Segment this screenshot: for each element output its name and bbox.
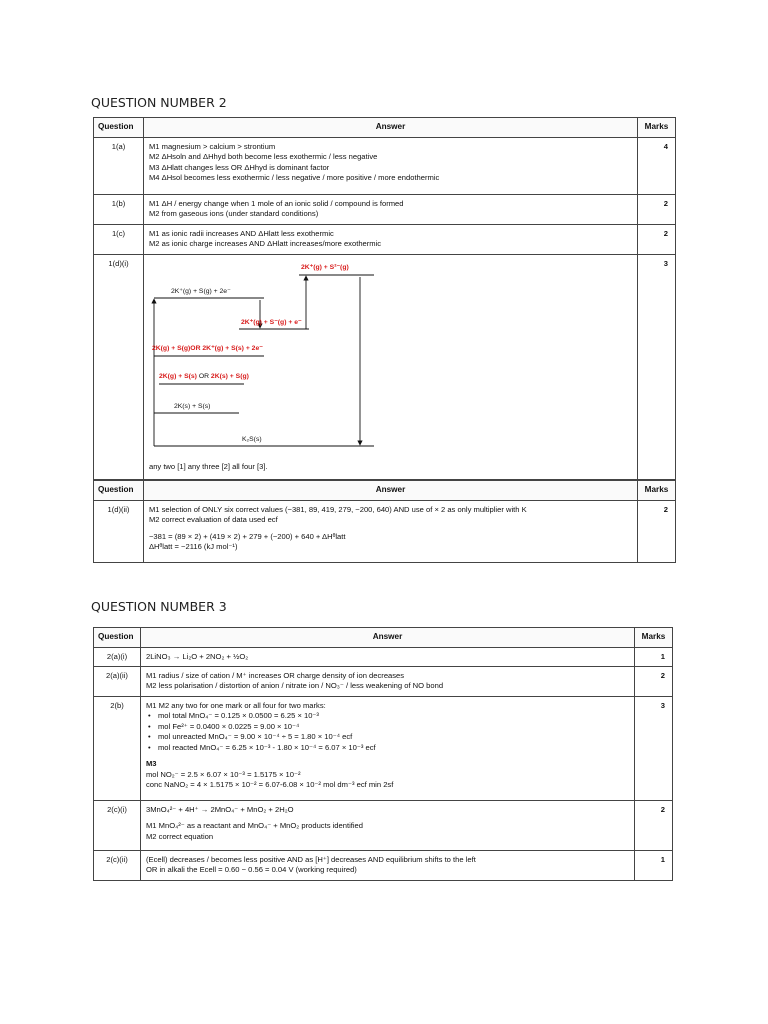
answer-line: M3 (145, 759, 157, 768)
marks-value: 4 (638, 137, 676, 194)
label-top: 2K⁺(g) + S²⁻(g) (300, 263, 349, 271)
answer-line: M1 MnO₄²⁻ as a reactant and MnO₄⁻ + MnO₂ products identified (145, 821, 363, 830)
marks-value: 1 (635, 850, 673, 880)
answer-line: M2 correct equation (145, 831, 214, 841)
answer-cell (143, 194, 637, 224)
label-4-or: OR (198, 372, 210, 380)
label-3-part-b: 2K⁺(g) + S(s) + 2e⁻ (202, 344, 263, 352)
header-question: Question (94, 118, 144, 138)
answer-line: M2 less polarisation / distortion of anion / nitrate ion / NO₃⁻ / less weakening of NO bond (145, 681, 444, 690)
question-number: 2(c)(ii) (94, 850, 141, 880)
label-4 (159, 372, 249, 383)
table-header-row (94, 481, 676, 501)
q3-table (93, 627, 673, 881)
marks-value: 2 (635, 666, 673, 696)
q2-table-part-2 (93, 480, 676, 563)
header-answer: Answer (143, 481, 637, 501)
question-number: 2(a)(ii) (94, 666, 141, 696)
header-answer: Answer (143, 118, 637, 138)
question-number: 2(a)(i) (94, 647, 141, 666)
label-1: 2K⁺(g) + S(g) + 2e⁻ (170, 287, 231, 295)
answer-line: mol NO₂⁻ = 2.5 × 6.07 × 10⁻³ = 1.5175 × 10⁻² (145, 769, 301, 779)
table-row (94, 666, 673, 696)
table-row (94, 194, 676, 224)
answer-line: conc NaNO₂ = 4 × 1.5175 × 10⁻² = 6.07-6.08 × 10⁻² mol dm⁻³ ecf min 2sf (145, 780, 394, 789)
list-item: • mol unreacted MnO₄⁻ = 9.00 × 10⁻⁴ ÷ 5 = 1.80 × 10⁻⁴ ecf (146, 732, 630, 743)
table-row (94, 696, 673, 800)
answer-line: M2 correct evaluation of data used ecf (148, 515, 278, 524)
answer-line: M1 as ionic radii increases AND ΔHlatt less exothermic (148, 228, 334, 238)
marks-value: 3 (638, 254, 676, 479)
q2-heading: QUESTION NUMBER 2 (91, 95, 227, 110)
answer-line: M2 from gaseous ions (under standard conditions) (148, 209, 319, 218)
answer-line: 3MnO₄²⁻ + 4H⁺ → 2MnO₄⁻ + MnO₂ + 2H₂O (145, 804, 294, 814)
question-number: 2(b) (94, 696, 141, 800)
marks-value: 1 (635, 647, 673, 666)
header-marks: Marks (635, 628, 673, 648)
answer-line: M1 M2 any two for one mark or all four for two marks: (145, 700, 326, 710)
answer-line: 2LiNO₃ → Li₂O + 2NO₂ + ½O₂ (145, 651, 249, 661)
answer-line: M1 radius / size of cation / M⁺ increases OR charge density of ion decreases (145, 670, 405, 680)
question-number: 1(b) (94, 194, 144, 224)
label-bottom: K₂S(s) (241, 435, 262, 443)
answer-line: M2 as ionic charge increases AND ΔHlatt increases/more exothermic (148, 239, 382, 248)
born-haber-diagram (148, 259, 633, 471)
table-row (94, 500, 676, 562)
answer-line: M1 magnesium > calcium > strontium (148, 141, 276, 151)
table-row (94, 224, 676, 254)
label-5: 2K(s) + S(s) (173, 402, 211, 410)
q2-table (93, 117, 676, 480)
label-3-part-a: 2K(g) + S(g)OR (151, 344, 201, 352)
table-row (94, 254, 676, 479)
header-answer: Answer (140, 628, 634, 648)
marks-value: 2 (638, 224, 676, 254)
marks-value: 3 (635, 696, 673, 800)
label-3 (152, 344, 263, 355)
answer-cell (140, 647, 634, 666)
list-item: • mol reacted MnO₄⁻ = 6.25 × 10⁻³ - 1.80 × 10⁻⁴ = 6.07 × 10⁻³ ecf (146, 743, 630, 754)
answer-cell (143, 137, 637, 194)
table-header-row (94, 628, 673, 648)
answer-cell (140, 666, 634, 696)
header-question: Question (94, 628, 141, 648)
answer-line: −381 = (89 × 2) + (419 × 2) + 279 + (−200) + 640 + ΔHᶿlatt (148, 531, 346, 541)
q3-heading: QUESTION NUMBER 3 (91, 599, 227, 614)
answer-line: M1 ΔH / energy change when 1 mole of an ionic solid / compound is formed (148, 198, 404, 208)
diagram-footer: any two [1] any three [2] all four [3]. (148, 461, 268, 471)
label-2: 2K⁺(g) + S⁻(g) + e⁻ (240, 318, 302, 326)
table-header-row (94, 118, 676, 138)
list-item: • mol Fe²⁺ = 0.0400 × 0.0225 = 9.00 × 10⁻⁴ (146, 722, 630, 733)
answer-line: M3 ΔHlatt changes less OR ΔHhyd is dominant factor (148, 162, 330, 172)
answer-cell (143, 500, 637, 562)
marks-value: 2 (638, 194, 676, 224)
answer-cell (143, 224, 637, 254)
answer-line: M2 ΔHsoln and ΔHhyd both become less exothermic / less negative (148, 152, 378, 161)
answer-cell (140, 696, 634, 800)
question-number: 2(c)(i) (94, 800, 141, 850)
question-number: 1(a) (94, 137, 144, 194)
label-4-part-a: 2K(g) + S(s) (158, 372, 197, 380)
header-marks: Marks (638, 481, 676, 501)
answer-line: M1 selection of ONLY six correct values (−381, 89, 419, 279, −200, 640) AND use of × 2 as only multiplier with K (148, 504, 527, 514)
question-number: 1(d)(i) (94, 254, 144, 479)
answer-line: OR in alkali the Ecell = 0.60 − 0.56 = 0.04 V (working required) (145, 865, 357, 874)
question-number: 1(c) (94, 224, 144, 254)
answer-line: ΔHᶿlatt = −2116 (kJ mol⁻¹) (148, 542, 238, 551)
answer-cell (140, 800, 634, 850)
table-row (94, 800, 673, 850)
marks-value: 2 (635, 800, 673, 850)
header-question: Question (94, 481, 144, 501)
table-row (94, 647, 673, 666)
marks-value: 2 (638, 500, 676, 562)
table-row (94, 137, 676, 194)
answer-line: (Ecell) decreases / becomes less positive AND as [H⁺] decreases AND equilibrium shifts to the left (145, 854, 476, 864)
table-row (94, 850, 673, 880)
answer-cell (140, 850, 634, 880)
answer-cell (143, 254, 637, 479)
answer-line: M4 ΔHsol becomes less exothermic / less negative / more positive / more endothermic (148, 173, 440, 182)
label-4-part-b: 2K(s) + S(g) (210, 372, 249, 380)
list-item: • mol total MnO₄⁻ = 0.125 × 0.0500 = 6.25 × 10⁻³ (146, 711, 630, 722)
question-number: 1(d)(ii) (94, 500, 144, 562)
header-marks: Marks (638, 118, 676, 138)
